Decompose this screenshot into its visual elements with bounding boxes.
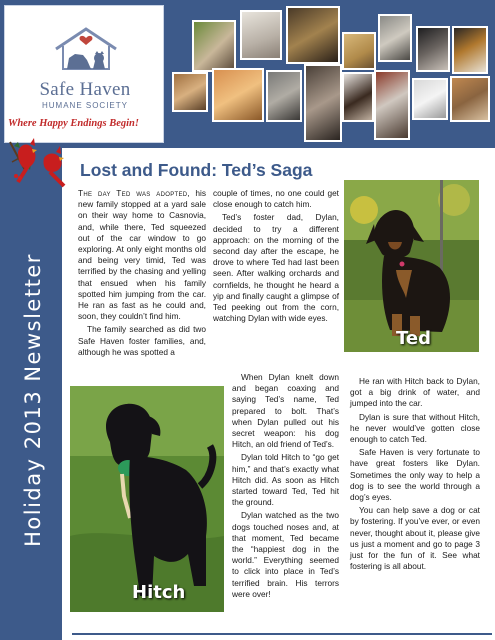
article-column-2-continued bbox=[232, 372, 339, 602]
paragraph-text: his new family stopped at a yard sale on their way home to Casnovia, and, while there, Ted squeezed out of the car window to go exploring. At only eight months old and being very timid, Ted was terrified by the chasing and yelling that ensued when his family spotted him jumping from the car. He ran as fast as he could and, soon, they couldn’t find him. bbox=[78, 188, 206, 322]
lead-in: The day Ted was adopted, bbox=[78, 188, 190, 198]
paragraph: Dylan is sure that without Hitch, he never would’ve gotten close enough to catch Ted. bbox=[350, 411, 480, 445]
paragraph: Ted’s foster dad, Dylan, decided to try a different approach: on the morning of the second day after the escape, he drove to where Ted had last been seen. After walking orchards and cornfields, he thought he heard a yip and finally caught a glimpse of Ted peeking out from the corn, watching Dylan with wide eyes. bbox=[213, 212, 339, 324]
hitch-photo bbox=[70, 386, 224, 612]
paragraph: When Dylan knelt down and began coaxing and saying Ted’s name, Ted prepared to bolt. That’s when Dylan pulled out his secret weapon: his dog Hitch, an old friend of Ted’s. bbox=[232, 372, 339, 450]
collage-photo bbox=[452, 26, 488, 74]
newsletter-title: Holiday 2013 Newsletter bbox=[21, 253, 45, 547]
paragraph: Dylan watched as the two dogs touched noses and, at that moment, Ted became the “happiest dog in the world.” Everything seemed to click into place in Ted’s terrified brain. His terrors were over! bbox=[232, 510, 339, 599]
collage-photo bbox=[240, 10, 282, 60]
article-column-2 bbox=[213, 188, 339, 326]
collage-photo bbox=[286, 6, 340, 64]
collage-photo bbox=[304, 64, 342, 142]
paragraph: The family searched as did two Safe Haven foster families, and, although he was spotted a bbox=[78, 324, 206, 357]
paragraph: You can help save a dog or cat by fostering. If you’ve ever, or even never, thought about it, please give us just a moment and go to page 3 just for the fun of it. See what fostering is all about. bbox=[350, 505, 480, 572]
tagline: Where Happy Endings Begin! bbox=[8, 118, 139, 129]
collage-photo bbox=[450, 76, 490, 122]
collage-photo bbox=[342, 32, 376, 70]
hitch-dog-image bbox=[70, 386, 224, 612]
hitch-label: Hitch bbox=[132, 582, 186, 603]
collage-photo bbox=[266, 70, 302, 122]
article-title: Lost and Found: Ted’s Saga bbox=[80, 160, 313, 180]
ted-label: Ted bbox=[396, 328, 431, 349]
cardinal-bird-icon bbox=[4, 132, 74, 190]
collage-photo bbox=[378, 14, 412, 62]
paragraph: Dylan told Hitch to “go get him,” and that’s exactly what Hitch did. As soon as Hitch started toward Ted, Ted hit the ground. bbox=[232, 452, 339, 508]
footer-divider bbox=[72, 633, 492, 635]
org-subtitle: HUMANE SOCIETY bbox=[41, 101, 128, 110]
house-pets-logo-icon bbox=[51, 24, 121, 74]
collage-photo bbox=[192, 20, 236, 72]
collage-photo bbox=[172, 72, 208, 112]
article-column-1 bbox=[78, 188, 206, 360]
paragraph bbox=[78, 188, 206, 322]
org-name: Safe Haven bbox=[39, 79, 131, 100]
collage-photo bbox=[212, 68, 264, 122]
ted-dog-image bbox=[344, 180, 479, 352]
paragraph: Safe Haven is very fortunate to have great fosters like Dylan. Sometimes the only way to help a dog is to see the world through a dog’s eyes. bbox=[350, 447, 480, 503]
collage-photo bbox=[374, 70, 410, 140]
paragraph: couple of times, no one could get close enough to catch him. bbox=[213, 188, 339, 210]
collage-photo bbox=[416, 26, 450, 72]
article-column-3 bbox=[350, 376, 480, 574]
ted-photo bbox=[344, 180, 479, 352]
collage-photo bbox=[412, 78, 448, 120]
pet-photo-collage bbox=[172, 6, 490, 144]
collage-photo bbox=[342, 72, 374, 122]
paragraph: He ran with Hitch back to Dylan, got a big drink of water, and jumped into the car. bbox=[350, 376, 480, 409]
